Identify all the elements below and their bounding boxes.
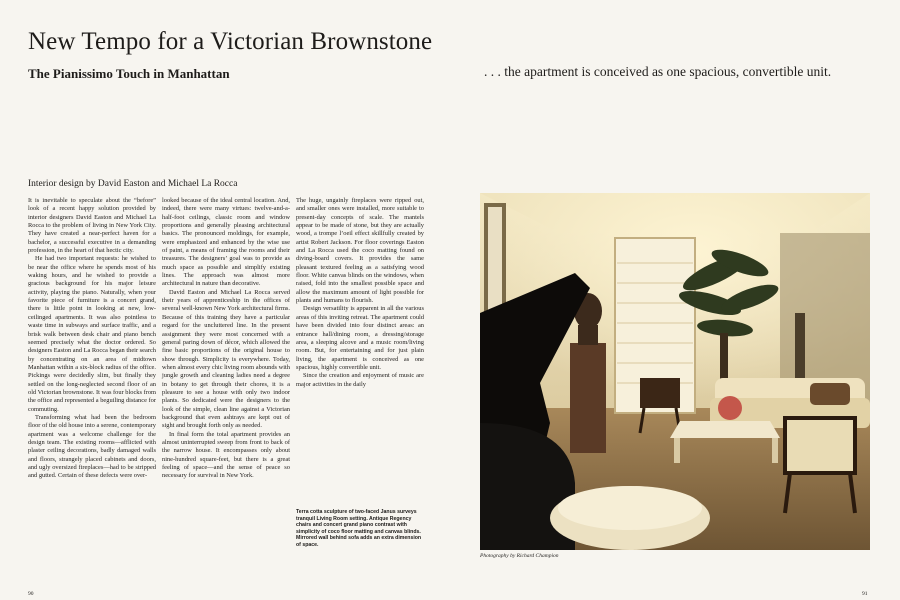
text-column-1 — [28, 197, 156, 481]
article-title: New Tempo for a Victorian Brownstone — [28, 28, 433, 55]
page-number-right: 91 — [862, 591, 868, 597]
paragraph: He had two important requests: he wished to be near the office where he spends most of his waking hours, and he wished to provide a gracious background for his major leisure activity, playing the piano. Naturally, when your favorite piece of furniture is a concert grand, there is little point in looking at new, low-ceilinged apartments. It was also pointless to waste time in subways and surface traffic, and a brisk walk between desk chair and piano bench seemed precisely what the doctor ordered. So designers Easton and La Rocca began their search by concentrating on an area of midtown Manhattan within a six-block radius of the office. Pickings were decidedly slim, but finally they settled on the long-neglected second floor of an old Victorian brownstone. It was four blocks from the office and represented a beguiling distance for commuting. — [28, 255, 156, 413]
paragraph: Transforming what had been the bedroom floor of the old house into a serene, contemporary apartment was a welcome challenge for the design team. The existing rooms—afflicted with plaster ceiling decorations, badly damaged walls and floors, strangely placed cabinets and doors, and ugly oversized fireplaces—had to be stripped and gutted. Certain of these defects were over- — [28, 413, 156, 480]
pull-quote: . . . the apartment is conceived as one spacious, convertible unit. — [484, 64, 832, 79]
page-number-left: 90 — [28, 591, 34, 597]
paragraph: It is inevitable to speculate about the “before” look of a recent happy solution provided by interior designers David Easton and Michael La Rocca to the problem of living in New York City. They have created a near-perfect haven for a bachelor, a successful executive in a demanding profession, in the heart of that hectic city. — [28, 197, 156, 255]
photo-credit: Photography by Richard Champion — [480, 553, 559, 559]
paragraph: looked because of the ideal central location. And, indeed, there were many virtues: twelve-and-a-half-foot ceilings, classic room and window proportions and generally pleasing architectural basics. The pronounced moldings, for example, were emphasized and enhanced by the wise use of paint, a means of framing the rooms and their treasures. The designers’ goal was to provide as much space as possible and simplify existing lines. The approach was almost more architectural in nature than decorative. — [162, 197, 290, 288]
paragraph: Design versatility is apparent in all the various areas of this inviting retreat. The apartment could have been divided into four distinct areas: an entrance hall/dining room, a dressing/storage area, a sleeping alcove and a music room/living room. But, for entertaining and for just plain living, the apartment is conceived as one spacious, highly convertible unit. — [296, 305, 424, 371]
paragraph: The huge, ungainly fireplaces were ripped out, and smaller ones were installed, more suitable to present-day concepts of scale. The mantels appear to be made of stone, but they are actually wood, a trompe l’oeil effect skillfully created by artist Robert Jackson. For floor coverings Easton and La Rocca used the coco matting found on diving-board covers. It provides the same pleasant textured feeling as a satisfying wood floor. White canvas blinds on the windows, when raised, fold into the smallest possible space and allow the maximum amount of light possible for plants and humans to flourish. — [296, 197, 424, 305]
paragraph: Since the creation and enjoyment of music are major activities in the daily — [296, 372, 424, 388]
photo-caption: Terra cotta sculpture of two-faced Janus surveys tranquil Living Room setting. Antique Regency chairs and concert grand piano contrast with simplicity of coco floor matting and canvas blinds. Mirrored wall behind sofa adds an extra dimension of space. — [296, 509, 422, 548]
design-credit: Interior design by David Easton and Michael La Rocca — [28, 179, 238, 189]
text-column-3 — [296, 197, 424, 389]
paragraph: David Easton and Michael La Rocca served their years of apprenticeship in the offices of several well-known New York architectural firms. Because of this training they have a particular regard for the uncluttered line. In the present assignment they were most concerned with a general paring down of décor, which allowed the fine basic proportions of the original house to show through. Simplicity is everywhere. Today, when almost every chic living room abounds with jungle growth and cleaning ladies need a degree in botany to get through their chores, it is a pleasure to see a house with only two indoor plants. So dedicated were the designers to the look of the simple, clean line against a Victorian background that even ashtrays are kept out of sight and brought forth only as needed. — [162, 288, 290, 430]
living-room-illustration — [480, 193, 870, 550]
living-room-photo — [480, 193, 870, 550]
text-column-2 — [162, 197, 290, 481]
article-subtitle: The Pianissimo Touch in Manhattan — [28, 66, 230, 81]
paragraph: In final form the total apartment provides an almost uninterrupted sweep from front to back of the narrow house. It encompasses only about nine-hundred square-feet, but there is a great feeling of space—and the sense of peace so necessary for survival in New York. — [162, 430, 290, 480]
